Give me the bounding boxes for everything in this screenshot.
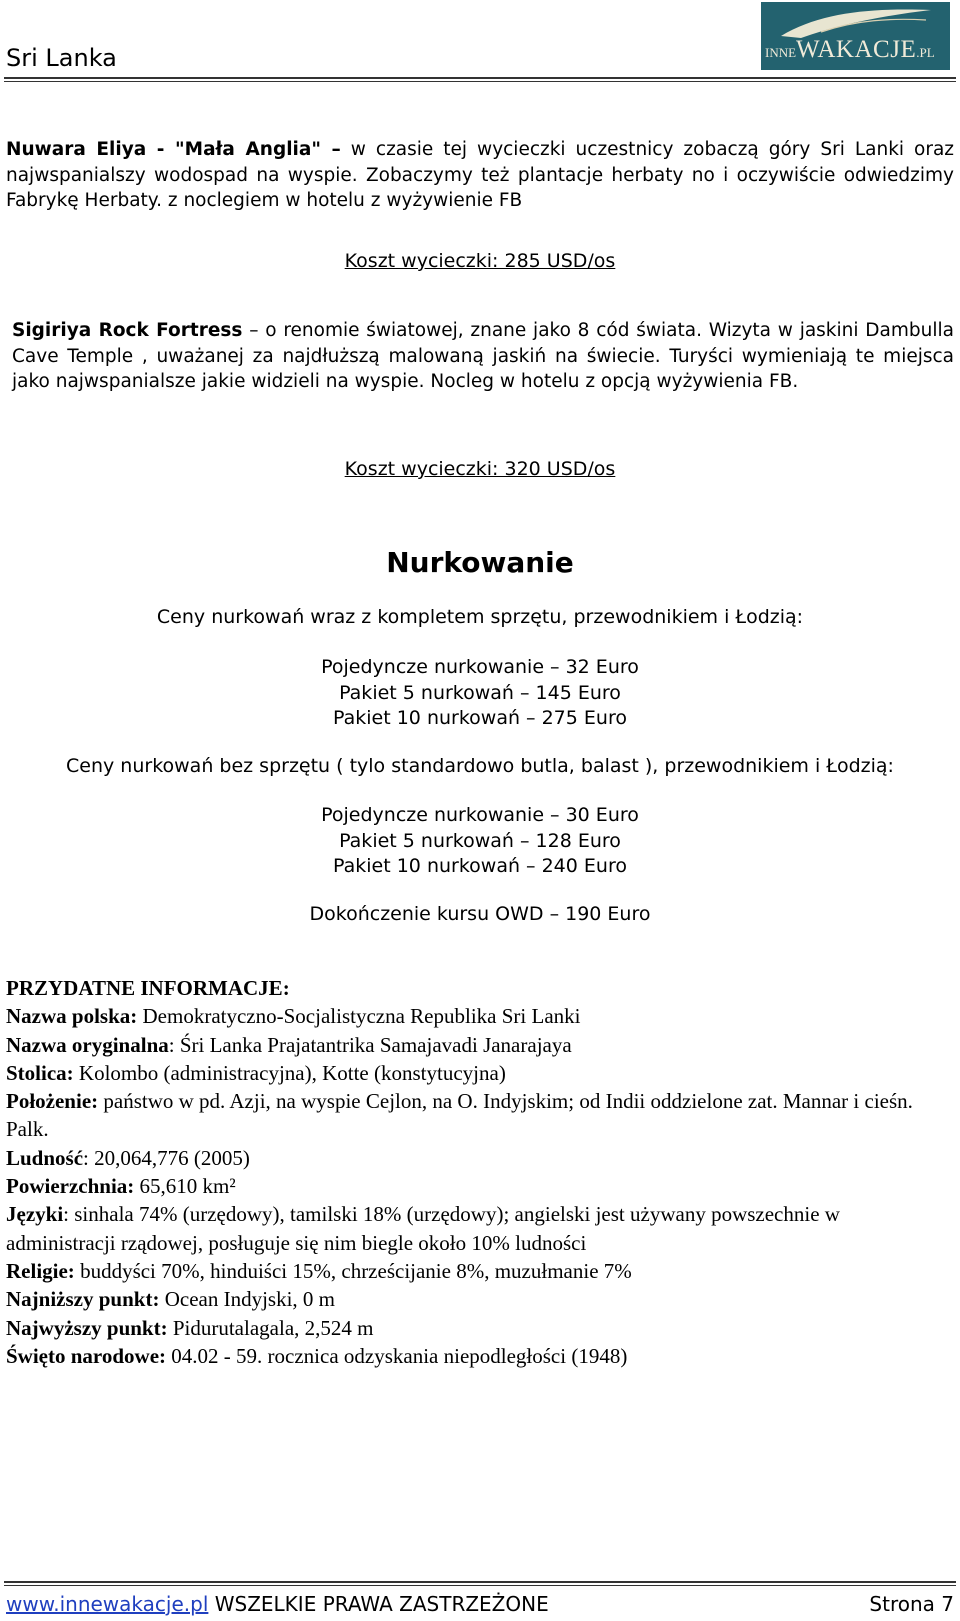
info-row: Powierzchnia: 65,610 km² [6, 1174, 236, 1199]
diving-intro-with-gear: Ceny nurkowań wraz z kompletem sprzętu, przewodnikiem i Łodzią: [156, 606, 804, 628]
price-line: Pakiet 10 nurkowań – 240 Euro [333, 855, 627, 877]
sigiriya-title: Sigiriya Rock Fortress [12, 320, 243, 341]
price-line: Pojedyncze nurkowanie – 30 Euro [321, 804, 639, 826]
nuwara-eliya-cost: Koszt wycieczki: 285 USD/os [344, 250, 616, 272]
header-divider-thin [4, 81, 956, 82]
diving-prices-without-gear [6, 803, 954, 880]
diving-prices-with-gear [6, 655, 954, 732]
info-row: Ludność: 20,064,776 (2005) [6, 1145, 250, 1170]
info-row: Nazwa polska: Demokratyczno-Socjalistyczna Republika Sri Lanki [6, 1004, 581, 1029]
price-line: Pojedyncze nurkowanie – 32 Euro [321, 656, 639, 678]
info-row: Najwyższy punkt: Pidurutalagala, 2,524 m [6, 1315, 374, 1340]
nuwara-eliya-title: Nuwara Eliya - "Mała Anglia" – [6, 139, 341, 160]
diving-section-heading: Nurkowanie [386, 546, 574, 579]
diving-intro-without-gear: Ceny nurkowań bez sprzętu ( tylo standardowo butla, balast ), przewodnikiem i Łodzią: [66, 755, 894, 777]
info-row: Święto narodowe: 04.02 - 59. rocznica odzyskania niepodległości (1948) [6, 1343, 628, 1368]
website-link[interactable]: www.innewakacje.pl [6, 1592, 209, 1616]
info-row: Stolica: Kolombo (administracyjna), Kotte (konstytucyjna) [6, 1060, 506, 1085]
innewakacje-logo[interactable] [761, 2, 950, 70]
page-number: Strona 7 [869, 1592, 954, 1616]
page-footer [6, 1592, 954, 1616]
sigiriya-paragraph [12, 318, 954, 395]
useful-info-section [6, 974, 954, 1370]
info-row: Języki: sinhala 74% (urzędowy), tamilski 18% (urzędowy); angielski jest używany powszechnie w administracji rządowej, posługuje się nim biegle około 10% ludności [6, 1202, 840, 1255]
sigiriya-cost: Koszt wycieczki: 320 USD/os [344, 458, 616, 480]
logo-suffix: .PL [916, 45, 935, 60]
sigiriya-text: – o renomie światowej, znane jako 8 cód świata. Wizyta w jaskini Dambulla Cave Temple , uważanej za najdłuższą malowaną jaskiń na świecie. Turyści wymieniają te miejsca jako najwspanialsze jakie widzieli na wyspie. Nocleg w hotelu z opcją wyżywienia FB. [12, 320, 954, 392]
header-divider [4, 77, 956, 79]
info-row: Położenie: państwo w pd. Azji, na wyspie Cejlon, na O. Indyjskim; od Indii oddzielone zat. Mannar i cieśn. Palk. [6, 1089, 913, 1142]
footer-rights: WSZELKIE PRAWA ZASTRZEŻONE [208, 1592, 549, 1616]
logo-main: WAKACJE [796, 36, 917, 63]
page-header-title: Sri Lanka [6, 44, 117, 72]
logo-text [765, 36, 935, 64]
footer-divider-thin [4, 1585, 956, 1586]
price-line: Pakiet 5 nurkowań – 145 Euro [339, 681, 621, 704]
nuwara-eliya-text: w czasie tej wycieczki uczestnicy zobaczą góry Sri Lanki oraz najwspanialszy wodospad na wyspie. Zobaczymy też plantacje herbaty no i oczywiście odwiedzimy Fabrykę Herbaty. z noclegiem w hotelu z wyżywienie FB [6, 139, 955, 211]
price-line: Pakiet 5 nurkowań – 128 Euro [339, 829, 621, 852]
info-row: Religie: buddyści 70%, hinduiści 15%, chrześcijanie 8%, muzułmanie 7% [6, 1258, 632, 1283]
logo-prefix: INNE [765, 45, 797, 60]
nuwara-eliya-paragraph [6, 137, 954, 214]
diving-course-price: Dokończenie kursu OWD – 190 Euro [309, 903, 651, 925]
footer-divider [4, 1581, 956, 1583]
useful-info-heading: PRZYDATNE INFORMACJE: [6, 976, 290, 1000]
price-line: Pakiet 10 nurkowań – 275 Euro [333, 707, 627, 729]
info-row: Najniższy punkt: Ocean Indyjski, 0 m [6, 1287, 335, 1312]
info-row: Nazwa oryginalna: Śri Lanka Prajatantrika Samajavadi Janarajaya [6, 1032, 572, 1057]
